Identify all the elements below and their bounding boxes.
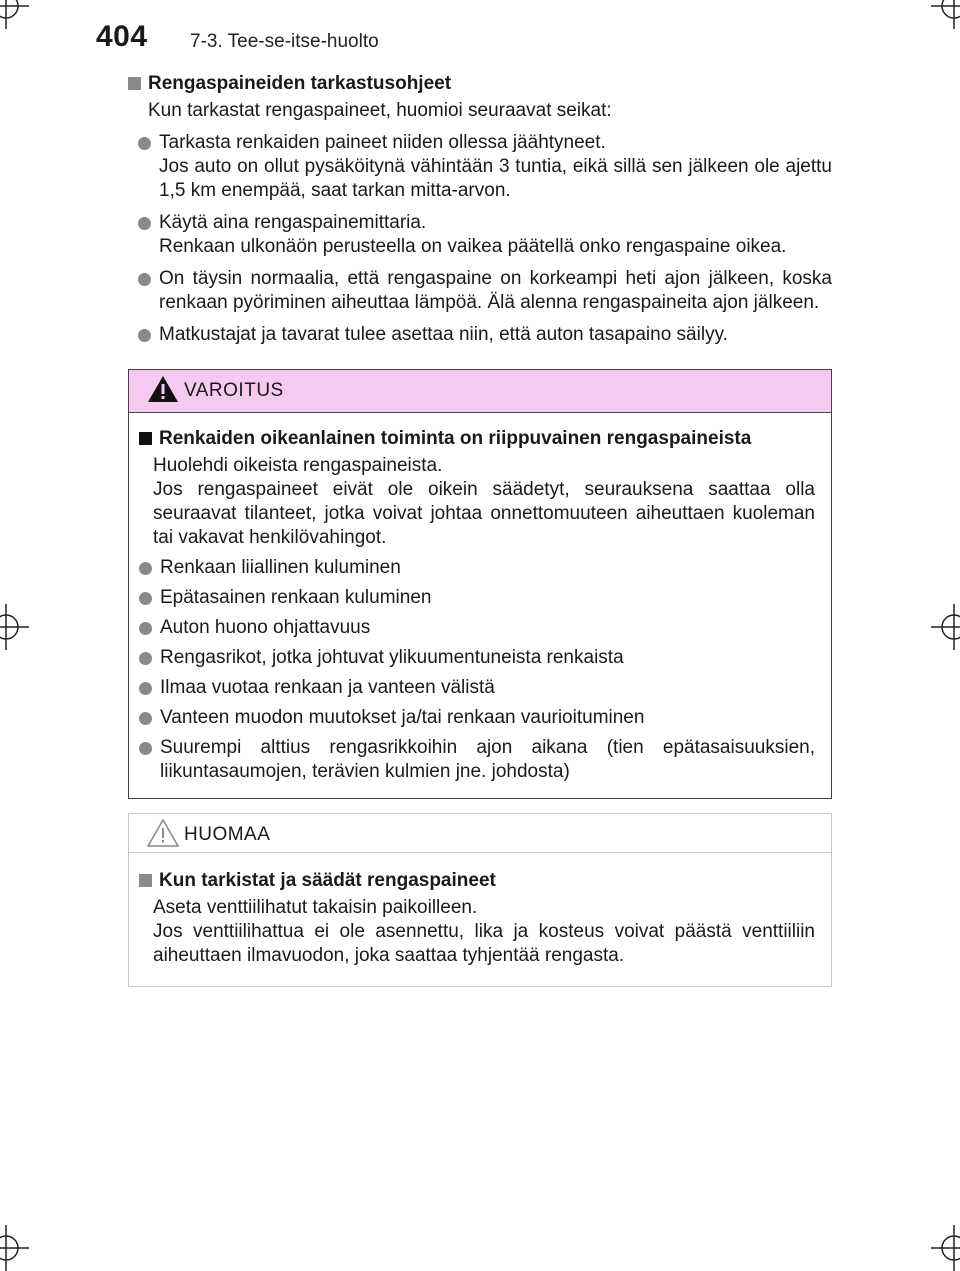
- list-item: [138, 131, 832, 203]
- notice-box: [128, 813, 832, 987]
- list-item-text: Renkaan ulkonäön perusteella on vaikea päätellä onko rengaspaine oikea.: [159, 236, 787, 257]
- list-item-text: Käytä aina rengaspainemittaria.: [159, 212, 427, 233]
- warning-header: [129, 370, 831, 413]
- notice-line: Jos venttiilihattua ei ole asennettu, lika ja kosteus voivat päästä venttiiliin aiheuttaen ilmavuodon, joka saattaa tyhjentää rengasta.: [153, 921, 815, 966]
- list-item-text: Epätasainen renkaan kuluminen: [160, 587, 432, 608]
- square-bullet-icon: [139, 432, 152, 445]
- list-item: [139, 556, 815, 580]
- main-section: [128, 72, 832, 347]
- crop-mark-icon: [931, 1225, 960, 1271]
- square-bullet-icon: [128, 77, 141, 90]
- section-intro: Kun tarkastat rengaspaineet, huomioi seuraavat seikat:: [148, 100, 612, 121]
- circle-bullet-icon: [138, 273, 151, 286]
- warning-triangle-icon: [146, 374, 180, 404]
- circle-bullet-icon: [138, 137, 151, 150]
- crop-mark-icon: [0, 604, 29, 650]
- list-item: [138, 211, 832, 259]
- warning-title: Renkaiden oikeanlainen toiminta on riippuvainen rengaspaineista: [159, 428, 752, 449]
- list-item: [139, 706, 815, 730]
- list-item: [139, 616, 815, 640]
- circle-bullet-icon: [138, 329, 151, 342]
- section-header: 7-3. Tee-se-itse-huolto: [190, 31, 379, 52]
- notice-line: Aseta venttiilihatut takaisin paikoilleen.: [153, 897, 478, 918]
- crop-mark-icon: [0, 0, 29, 29]
- section-heading: [128, 72, 832, 96]
- caution-triangle-icon: [146, 818, 180, 848]
- list-item-text: Ilmaa vuotaa renkaan ja vanteen välistä: [160, 677, 495, 698]
- warning-label: VAROITUS: [184, 380, 284, 401]
- list-item: [138, 323, 832, 347]
- warning-intro: [153, 454, 815, 550]
- list-item-text: Matkustajat ja tavarat tulee asettaa niin, että auton tasapaino säilyy.: [159, 324, 728, 345]
- list-item-text: Vanteen muodon muutokset ja/tai renkaan vaurioituminen: [160, 707, 645, 728]
- list-item-text: Renkaan liiallinen kuluminen: [160, 557, 401, 578]
- warning-heading: [139, 427, 815, 451]
- notice-header: [129, 814, 831, 853]
- warning-intro-line: Jos rengaspaineet eivät ole oikein säädetyt, seurauksena saattaa olla seuraavat tilanteet, jotka voivat johtaa onnettomuuteen aiheuttaen kuoleman tai vakavat henkilövahingot.: [153, 479, 815, 548]
- section-title: Rengaspaineiden tarkastusohjeet: [148, 73, 452, 94]
- crop-mark-icon: [0, 1225, 29, 1271]
- list-item-text: Suurempi alttius rengasrikkoihin ajon aikana (tien epätasaisuuksien, liikuntasaumojen, terävien kulmien jne. johdosta): [160, 737, 815, 782]
- notice-title: Kun tarkistat ja säädät rengaspaineet: [159, 870, 496, 891]
- list-item: [139, 586, 815, 610]
- circle-bullet-icon: [139, 742, 152, 755]
- list-item-text: Tarkasta renkaiden paineet niiden ollessa jäähtyneet.: [159, 132, 606, 153]
- list-item-text: Auton huono ohjattavuus: [160, 617, 371, 638]
- circle-bullet-icon: [139, 592, 152, 605]
- circle-bullet-icon: [139, 652, 152, 665]
- notice-heading: [139, 869, 815, 893]
- crop-mark-icon: [931, 0, 960, 29]
- list-item-text: Rengasrikot, jotka johtuvat ylikuumentuneista renkaista: [160, 647, 624, 668]
- circle-bullet-icon: [139, 712, 152, 725]
- crop-mark-icon: [931, 604, 960, 650]
- circle-bullet-icon: [139, 682, 152, 695]
- list-item-text: Jos auto on ollut pysäköitynä vähintään 3 tuntia, eikä sillä sen jälkeen ole ajettu 1,5 km enempää, saat tarkan mitta-arvon.: [159, 156, 832, 201]
- warning-box: [128, 369, 832, 799]
- list-item: [139, 676, 815, 700]
- square-bullet-icon: [139, 874, 152, 887]
- circle-bullet-icon: [139, 622, 152, 635]
- page-number: 404: [96, 20, 148, 53]
- list-item-text: On täysin normaalia, että rengaspaine on korkeampi heti ajon jälkeen, koska renkaan pyöriminen aiheuttaa lämpöä. Älä alenna rengaspaineita ajon jälkeen.: [159, 268, 832, 313]
- list-item: [138, 267, 832, 315]
- notice-text: [153, 896, 815, 968]
- notice-label: HUOMAA: [184, 824, 271, 845]
- warning-intro-line: Huolehdi oikeista rengaspaineista.: [153, 455, 443, 476]
- list-item: [139, 736, 815, 784]
- circle-bullet-icon: [138, 217, 151, 230]
- circle-bullet-icon: [139, 562, 152, 575]
- list-item: [139, 646, 815, 670]
